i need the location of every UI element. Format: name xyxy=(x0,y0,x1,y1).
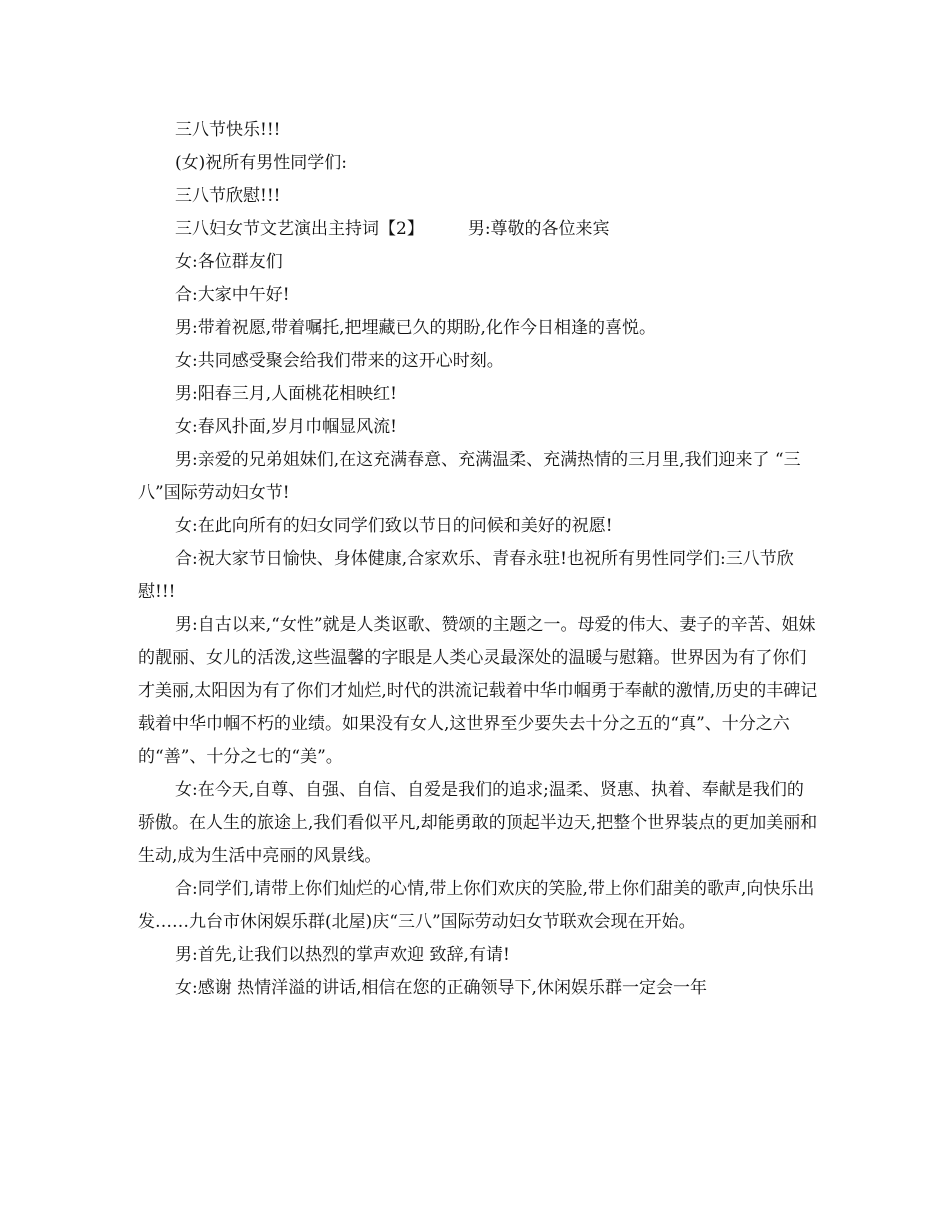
section-heading-line xyxy=(138,213,818,246)
paragraph: 男:首先,让我们以热烈的掌声欢迎 致辞,有请! xyxy=(175,945,510,965)
paragraph: 合:同学们,请带上你们灿烂的心情,带上你们欢庆的笑脸,带上你们甜美的歌声,向快乐出发……九台市休闲娱乐群(北屋)庆“三八”国际劳动妇女节联欢会现在开始。 xyxy=(138,879,815,932)
paragraph: 合:大家中午好! xyxy=(175,285,290,305)
paragraph: 女:在今天,自尊、自强、自信、自爱是我们的追求;温柔、贤惠、执着、奉献是我们的骄傲。在人生的旅途上,我们看似平凡,却能勇敢的顶起半边天,把整个世界装点的更加美丽和生动,成为生活中亮丽的风景线。 xyxy=(138,780,818,866)
document-body xyxy=(138,114,818,1005)
paragraph: 男:亲爱的兄弟姐妹们,在这充满春意、充满温柔、充满热情的三月里,我们迎来了 “三八”国际劳动妇女节! xyxy=(138,450,801,503)
paragraph: 男:带着祝愿,带着嘱托,把埋藏已久的期盼,化作今日相逢的喜悦。 xyxy=(175,318,656,338)
paragraph: 女:在此向所有的妇女同学们致以节日的问候和美好的祝愿! xyxy=(175,516,613,536)
paragraph: 男:自古以来,“女性”就是人类讴歌、赞颂的主题之一。母爱的伟大、妻子的辛苦、姐妹的靓丽、女儿的活泼,这些温馨的字眼是人类心灵最深处的温暖与慰籍。世界因为有了你们才美丽,太阳因为有了你们才灿烂,时代的洪流记载着中华巾帼勇于奉献的激情,历史的丰碑记载着中华巾帼不朽的业绩。如果没有女人,这世界至少要失去十分之五的“真”、十分之六的“善”、十分之七的“美”。 xyxy=(138,615,818,767)
paragraph: 三八节快乐!!! xyxy=(175,120,281,140)
paragraph: 女:各位群友们 xyxy=(175,252,283,272)
paragraph: 女:春风扑面,岁月巾帼显风流! xyxy=(175,417,397,437)
paragraph: 女:感谢 热情洋溢的讲话,相信在您的正确领导下,休闲娱乐群一定会一年 xyxy=(175,978,707,998)
paragraph: 合:祝大家节日愉快、身体健康,合家欢乐、青春永驻!也祝所有男性同学们:三八节欣慰!!! xyxy=(138,549,794,602)
paragraph: 三八节欣慰!!! xyxy=(175,186,281,206)
paragraph-tail: 男:尊敬的各位来宾 xyxy=(467,219,610,239)
paragraph: 女:共同感受聚会给我们带来的这开心时刻。 xyxy=(175,351,504,371)
paragraph: (女)祝所有男性同学们: xyxy=(175,153,347,173)
paragraph: 男:阳春三月,人面桃花相映红! xyxy=(175,384,397,404)
section-heading: 三八妇女节文艺演出主持词【2】 xyxy=(175,219,424,239)
